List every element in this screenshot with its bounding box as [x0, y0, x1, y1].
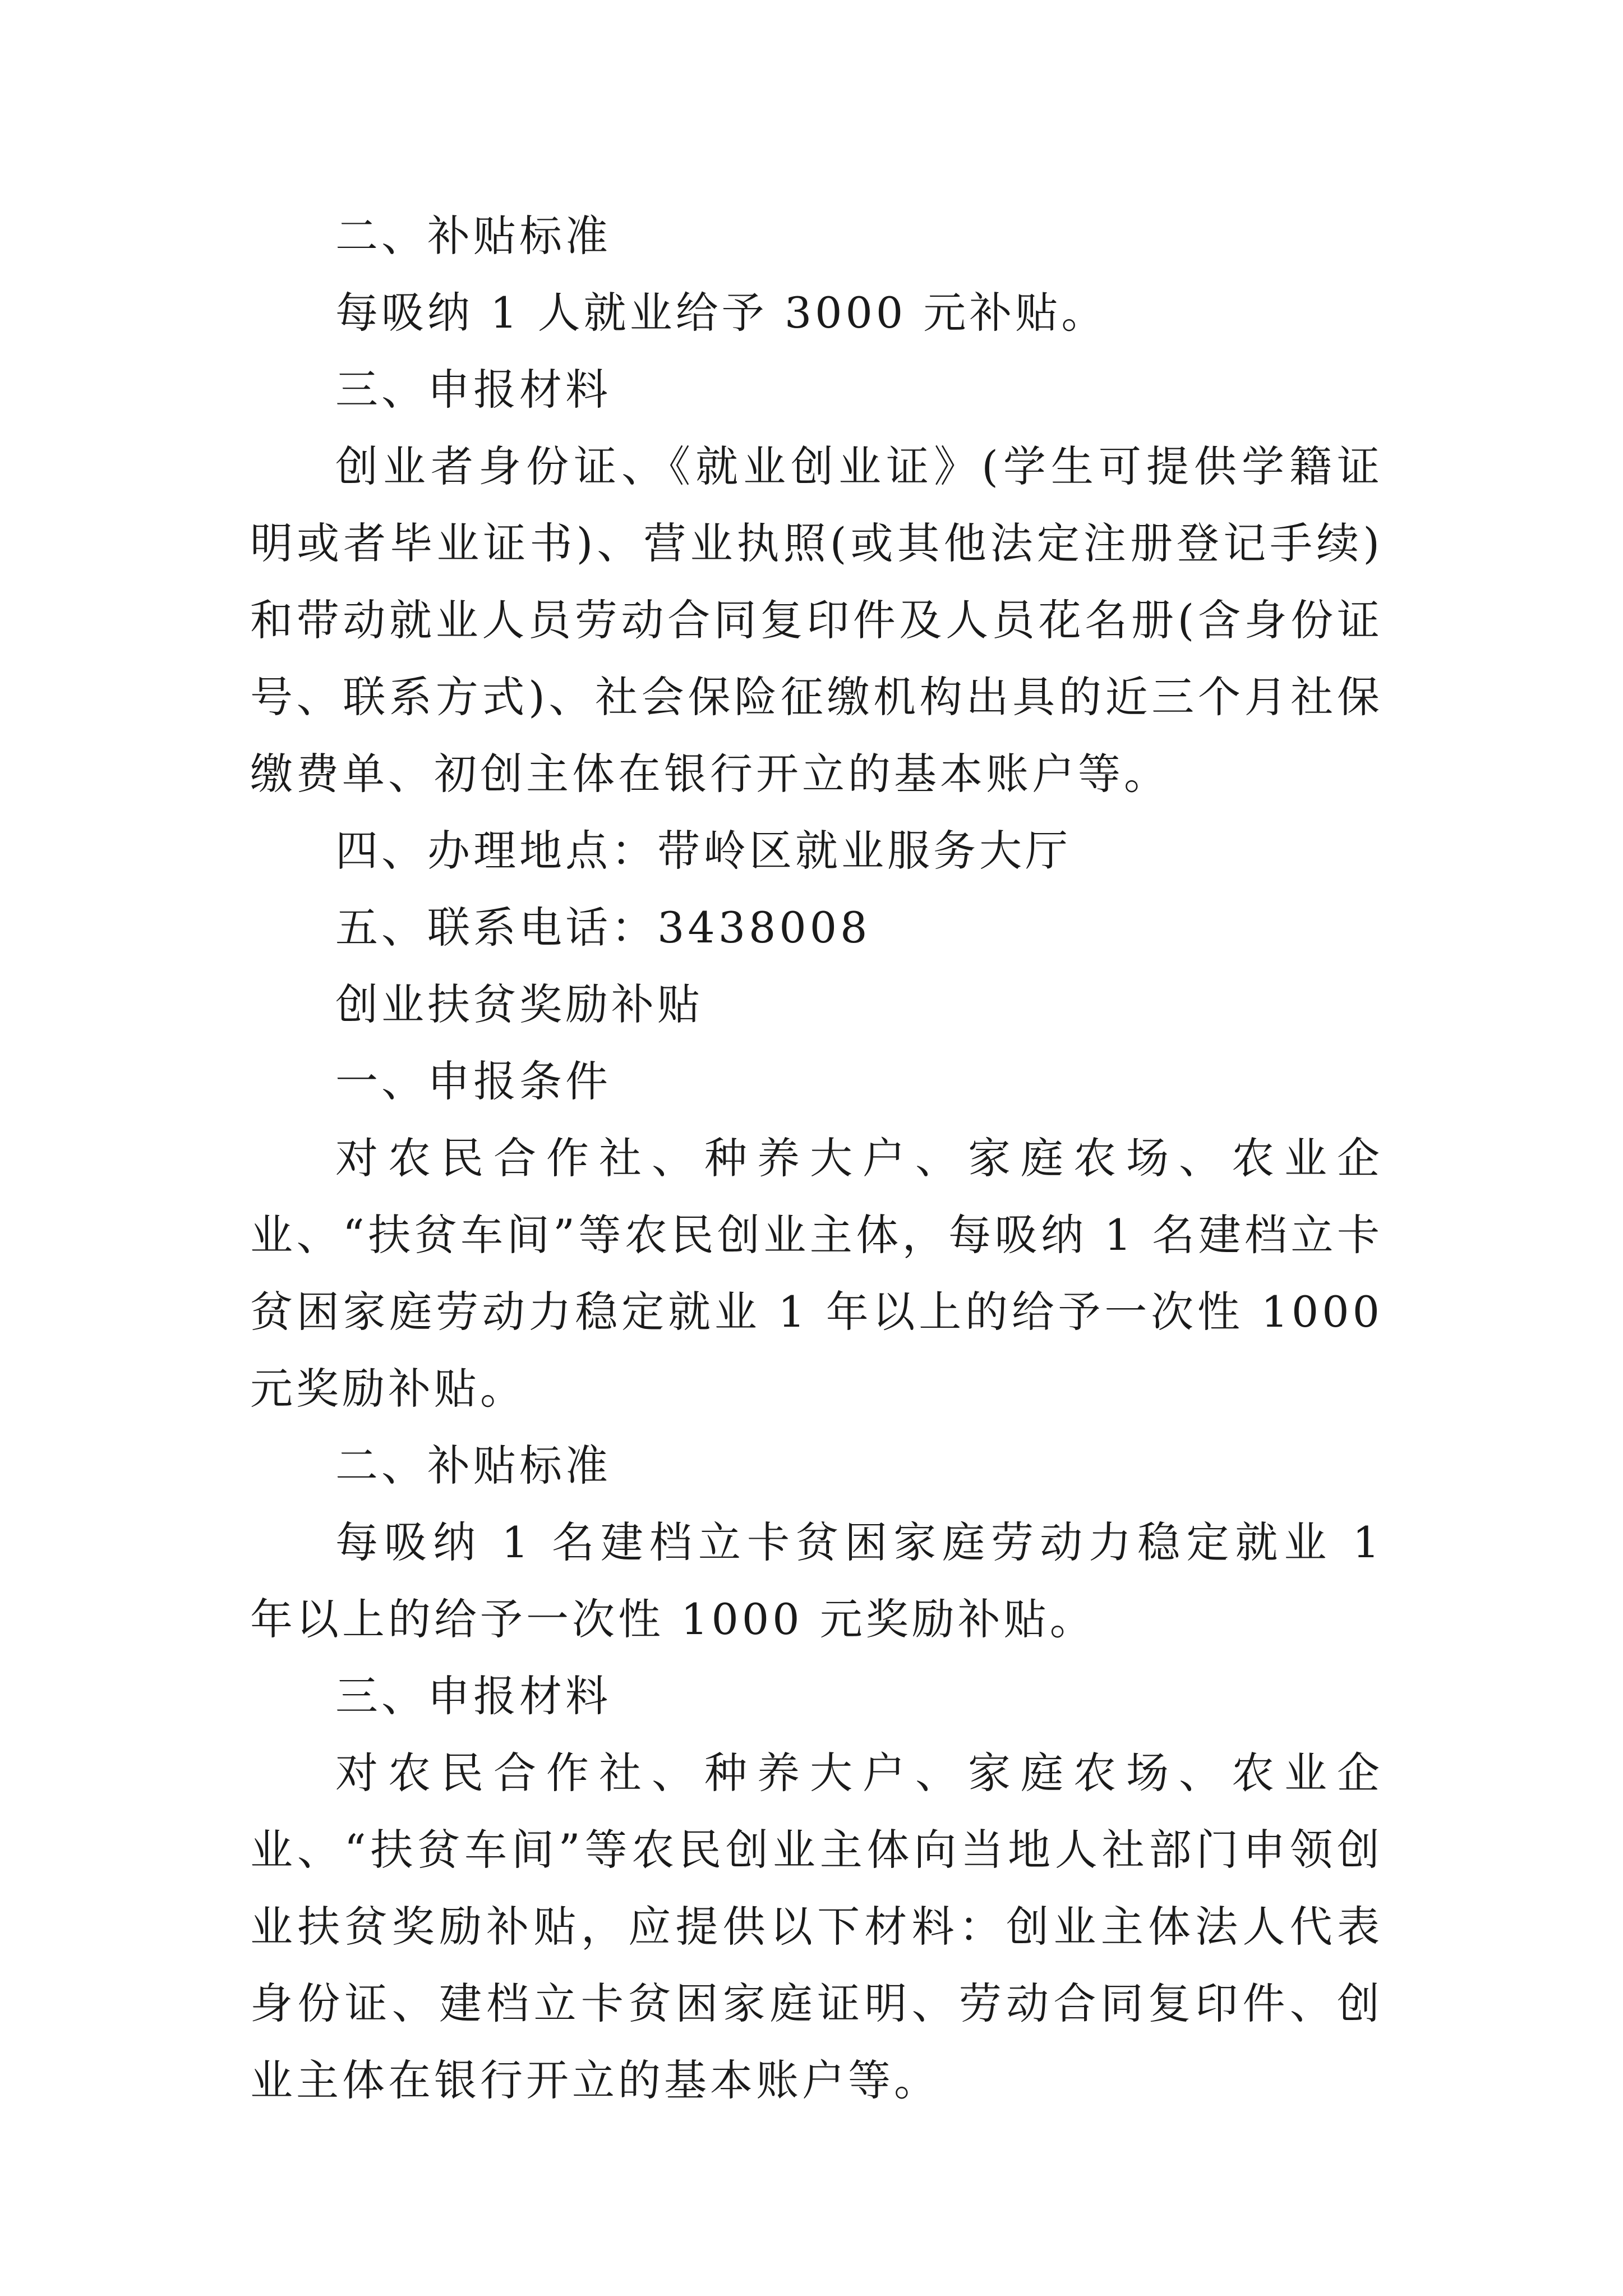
- section-heading-application-materials-2: 三、申报材料: [335, 1671, 611, 1721]
- paragraph-office-location: 四、办理地点：带岭区就业服务大厅: [335, 826, 1071, 876]
- paragraph-contact-phone: 五、联系电话：3438008: [335, 903, 871, 953]
- paragraph-application-materials: 创业者身份证、《就业创业证》(学生可提供学籍证明或者毕业证书)、营业执照(或其他法定注册登记手续)和带动就业人员劳动合同复印件及人员花名册(含身份证号、联系方式)、社会保险征缴机构出具的近三个月社保缴费单、初创主体在银行开立的基本账户等。: [250, 441, 1383, 799]
- paragraph-subsidy-standard-2: 每吸纳 1 名建档立卡贫困家庭劳动力稳定就业 1 年以上的给予一次性 1000 元奖励补贴。: [250, 1517, 1383, 1644]
- section-title-poverty-relief-subsidy: 创业扶贫奖励补贴: [335, 979, 703, 1029]
- section-heading-application-conditions: 一、申报条件: [335, 1056, 611, 1106]
- document-body: [250, 197, 1383, 2119]
- section-heading-application-materials: 三、申报材料: [335, 365, 611, 415]
- section-heading-subsidy-standard-2: 二、补贴标准: [335, 1441, 611, 1490]
- paragraph-application-conditions: 对农民合作社、种养大户、家庭农场、农业企业、“扶贫车间”等农民创业主体，每吸纳 1 名建档立卡贫困家庭劳动力稳定就业 1 年以上的给予一次性 1000 元奖励补贴。: [250, 1133, 1383, 1414]
- paragraph-subsidy-standard: 每吸纳 1 人就业给予 3000 元补贴。: [335, 288, 1108, 338]
- section-heading-subsidy-standard: 二、补贴标准: [335, 211, 611, 261]
- paragraph-application-materials-2: 对农民合作社、种养大户、家庭农场、农业企业、“扶贫车间”等农民创业主体向当地人社部门申领创业扶贫奖励补贴，应提供以下材料：创业主体法人代表身份证、建档立卡贫困家庭证明、劳动合同复印件、创业主体在银行开立的基本账户等。: [250, 1748, 1383, 2105]
